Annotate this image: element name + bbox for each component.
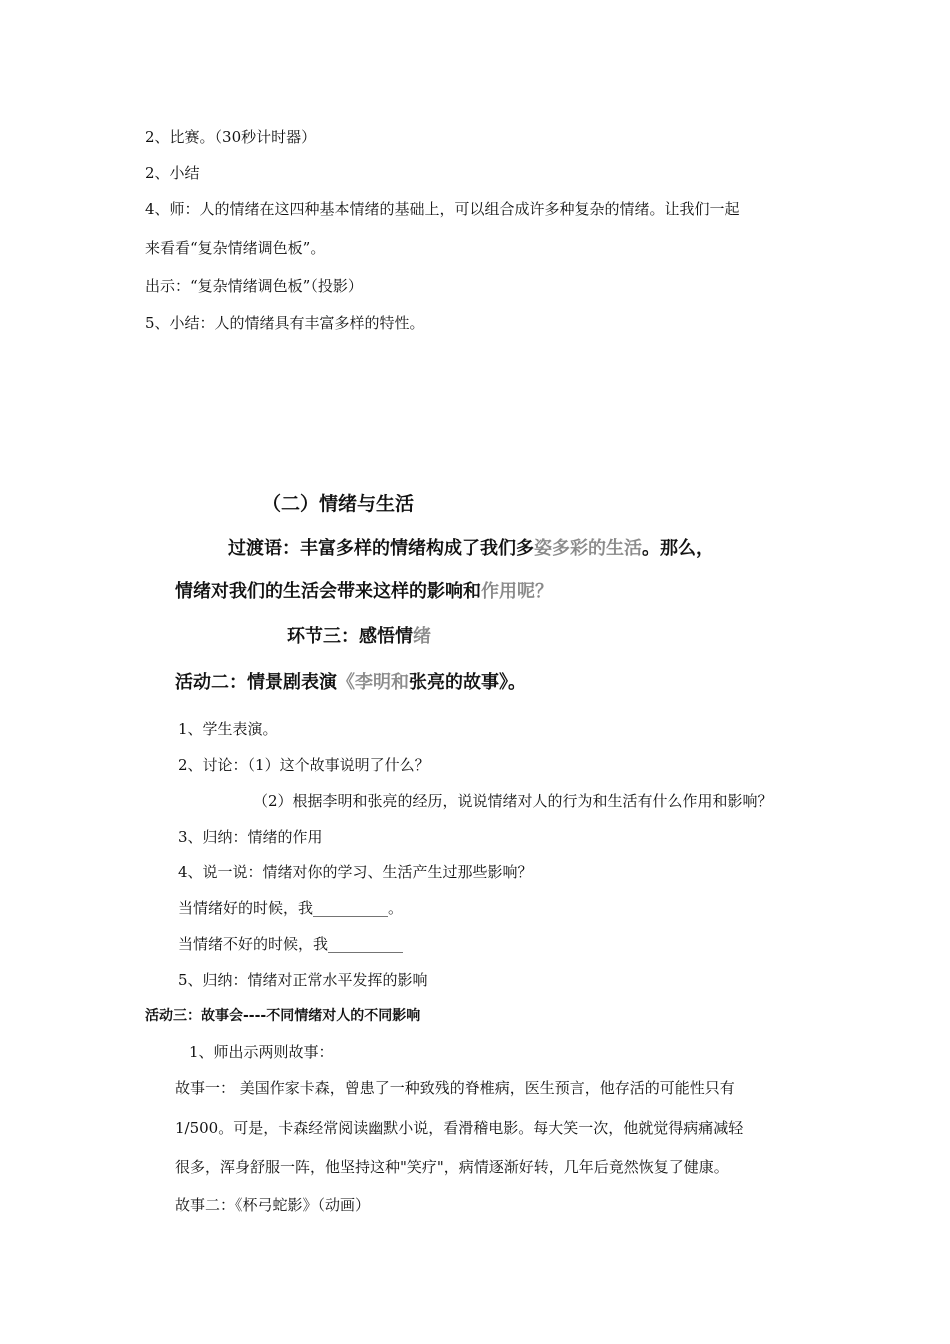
- text-run: 张亮的故事》。: [409, 672, 526, 693]
- text-line: 5、小结：人的情绪具有丰富多样的特性。: [145, 314, 425, 332]
- stage-heading: [287, 625, 431, 649]
- list-item: 5、归纳：情绪对正常水平发挥的影响: [178, 971, 428, 989]
- text-run: 情绪对我们的生活会带来这样的影响和: [175, 581, 481, 602]
- text-run: 活动二：情景剧表演: [175, 672, 337, 693]
- text-line: 出示：“复杂情绪调色板”（投影）: [145, 277, 363, 295]
- activity-heading: [175, 671, 526, 695]
- text-run: 绪: [413, 626, 431, 647]
- text-run: 姿多彩的生活: [534, 538, 642, 559]
- text-line: 1、师出示两则故事：: [189, 1043, 334, 1061]
- question-text: [175, 580, 553, 604]
- text-run: 。那么，: [642, 538, 714, 559]
- text-run: 环节三：感悟情: [287, 626, 413, 647]
- transition-text: [228, 537, 714, 561]
- text-line: 1/500。可是，卡森经常阅读幽默小说，看滑稽电影。每大笑一次，他就觉得病痛减轻: [175, 1119, 744, 1137]
- text-run: 过渡语：丰富多样的情绪构成了我们多: [228, 538, 534, 559]
- list-item: 3、归纳：情绪的作用: [178, 828, 323, 846]
- section-heading: （二）情绪与生活: [262, 493, 415, 515]
- activity-heading: 活动三：故事会----不同情绪对人的不同影响: [145, 1008, 421, 1024]
- list-item: （2）根据李明和张亮的经历，说说情绪对人的行为和生活有什么作用和影响？: [253, 792, 773, 810]
- list-item: 当情绪不好的时候，我__________: [178, 935, 404, 953]
- list-item: 1、学生表演。: [178, 720, 278, 738]
- text-run: 《李明和: [337, 672, 409, 693]
- list-item: 4、说一说：情绪对你的学习、生活产生过那些影响？: [178, 863, 533, 881]
- text-line: 故事一： 美国作家卡森，曾患了一种致残的脊椎病，医生预言，他存活的可能性只有: [175, 1079, 735, 1097]
- text-run: 作用呢？: [481, 581, 553, 602]
- text-line: 故事二：《杯弓蛇影》（动画）: [175, 1196, 371, 1214]
- text-line: 2、比赛。（30秒计时器）: [145, 128, 317, 146]
- list-item: 2、讨论：（1）这个故事说明了什么？: [178, 756, 430, 774]
- list-item: 当情绪好的时候，我__________。: [178, 899, 404, 917]
- text-line: 来看看“复杂情绪调色板”。: [145, 239, 326, 257]
- text-line: 2、小结: [145, 164, 200, 182]
- text-line: 很多，浑身舒服一阵，他坚持这种"笑疗"，病情逐渐好转，几年后竟然恢复了健康。: [175, 1158, 729, 1176]
- text-line: 4、师：人的情绪在这四种基本情绪的基础上，可以组合成许多种复杂的情绪。让我们一起: [145, 200, 740, 218]
